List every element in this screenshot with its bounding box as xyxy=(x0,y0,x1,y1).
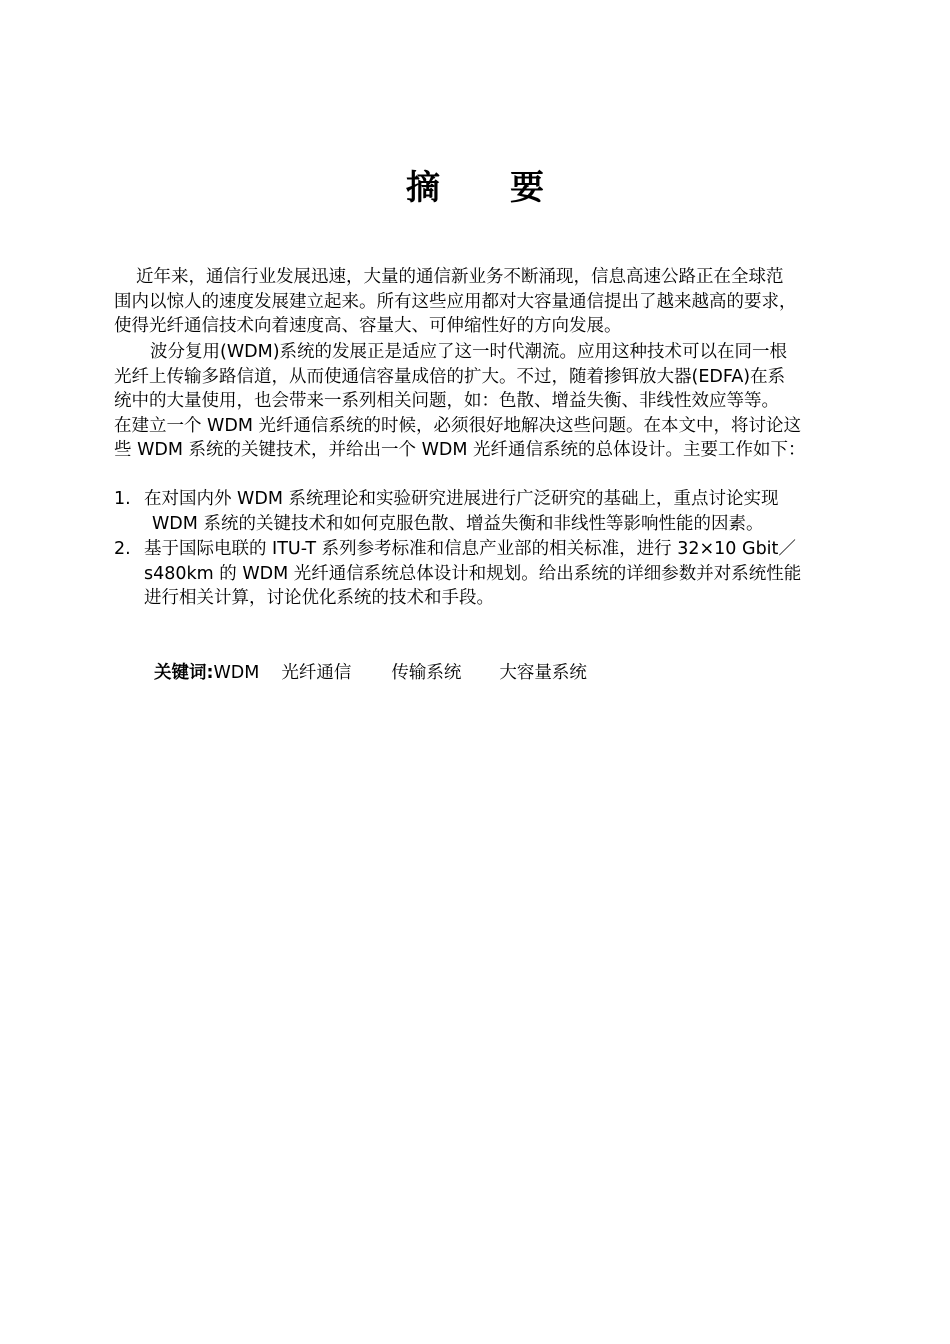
list-item-line: 进行相关计算，讨论优化系统的技术和手段。 xyxy=(144,588,494,608)
keywords-label: 关键词: xyxy=(154,663,214,683)
keywords-line xyxy=(154,661,896,686)
list-item-line: s480km 的 WDM 光纤通信系统总体设计和规划。给出系统的详细参数并对系统性能 xyxy=(144,563,802,584)
paragraph-line: 围内以惊人的速度发展建立起来。所有这些应用都对大容量通信提出了越来越高的要求， xyxy=(114,291,797,312)
keyword-item: 大容量系统 xyxy=(499,663,587,683)
keyword-item: 传输系统 xyxy=(391,663,462,683)
keyword-item: 光纤通信 xyxy=(281,663,352,683)
abstract-paragraph-1 xyxy=(114,265,856,339)
list-item-text: 在对国内外 WDM 系统理论和实验研究进展进行广泛研究的基础上，重点讨论实现 xyxy=(144,489,779,509)
paragraph-line: 统中的大量使用，也会带来一系列相关问题，如：色散、增益失衡、非线性效应等等。 xyxy=(114,391,779,411)
keywords-row xyxy=(154,661,896,686)
work-list-item-1 xyxy=(114,487,856,536)
list-number: 1. xyxy=(114,489,131,509)
list-item-line xyxy=(114,537,856,562)
title-char-1: 摘 xyxy=(406,168,440,208)
work-list-item-2 xyxy=(114,537,856,611)
list-item-line xyxy=(114,487,856,512)
paragraph-line: 近年来，通信行业发展迅速，大量的通信新业务不断涌现，信息高速公路正在全球范 xyxy=(136,267,784,287)
title-char-2: 要 xyxy=(510,168,544,208)
keyword-item: WDM xyxy=(213,663,260,683)
list-item-text: 基于国际电联的 ITU-T 系列参考标准和信息产业部的相关标准，进行 32×10 Gbit／ xyxy=(144,539,796,559)
list-number: 2. xyxy=(114,539,131,559)
paragraph-line: 光纤上传输多路信道，从而使通信容量成倍的扩大。不过，随着掺铒放大器(EDFA)在系 xyxy=(114,366,786,387)
abstract-paragraph-2 xyxy=(114,340,856,463)
paragraph-line: 波分复用(WDM)系统的发展正是适应了这一时代潮流。应用这种技术可以在同一根 xyxy=(150,342,788,362)
paragraph-line: 些 WDM 系统的关键技术，并给出一个 WDM 光纤通信系统的总体设计。主要工作如下： xyxy=(114,440,806,460)
paragraph-line: 使得光纤通信技术向着速度高、容量大、可伸缩性好的方向发展。 xyxy=(114,316,622,336)
page-title xyxy=(0,166,950,210)
list-item-line: WDM 系统的关键技术和如何克服色散、增益失衡和非线性等影响性能的因素。 xyxy=(152,513,764,534)
paragraph-line: 在建立一个 WDM 光纤通信系统的时候，必须很好地解决这些问题。在本文中，将讨论这 xyxy=(114,415,802,436)
